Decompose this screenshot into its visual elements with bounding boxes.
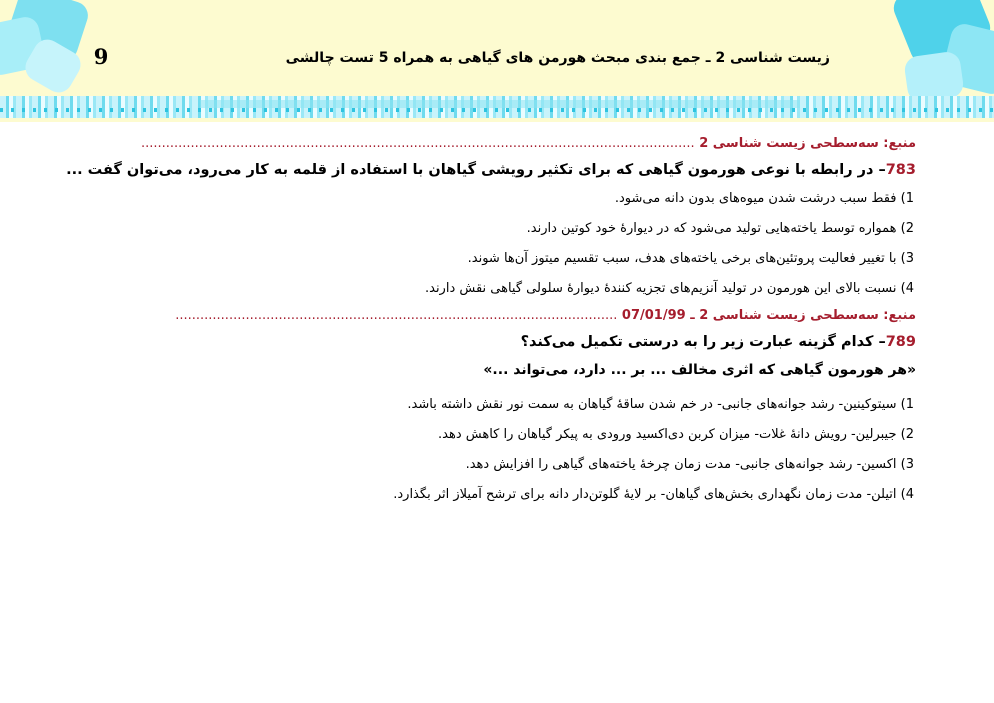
question-source bbox=[48, 304, 916, 328]
question-quote: «هر هورمون گیاهی که اثری مخالف ... بر ... دارد، می‌تواند ...» bbox=[483, 362, 916, 378]
question-text: – در رابطه با نوعی هورمون گیاهی که برای تکثیر رویشی گیاهان با استفاده از قلمه به کار می‌رود، می‌توان گفت ... bbox=[66, 162, 886, 178]
question-number: 789 bbox=[885, 334, 916, 350]
question-text: – کدام گزینه عبارت زیر را به درستی تکمیل می‌کند؟ bbox=[520, 334, 886, 350]
source-label: منبع: سه‌سطحی زیست شناسی 2 bbox=[699, 136, 916, 151]
page-content bbox=[48, 132, 916, 510]
question-number: 783 bbox=[885, 162, 916, 178]
answer-option: 4) اتیلن- مدت زمان نگهداری بخش‌های گیاهان- بر لایۀ گلوتن‌دار دانه برای ترشح آمیلاز اثر بگذارد. bbox=[393, 487, 914, 502]
source-leader-dots: ...................................................................................................................................... bbox=[140, 136, 695, 151]
page-number: 9 bbox=[93, 44, 109, 69]
header-stripe-band bbox=[200, 100, 800, 108]
answer-option: 1) سیتوکینین- رشد جوانه‌های جانبی- در خم شدن ساقۀ گیاهان به سمت نور نقش داشته باشد. bbox=[407, 397, 914, 412]
question-source bbox=[48, 132, 916, 156]
question-stem bbox=[48, 328, 916, 356]
answer-option: 3) با تغییر فعالیت پروتئین‌های برخی یاخته‌های هدف، سبب تقسیم میتوز آن‌ها شوند. bbox=[467, 251, 914, 266]
answer-option: 2) جیبرلین- رویش دانۀ غلات- میزان کربن دی‌اکسید ورودی به پیکر گیاهان را کاهش دهد. bbox=[438, 427, 914, 442]
source-leader-dots: ........................................................................................................... bbox=[175, 308, 618, 323]
answer-option: 4) نسبت بالای این هورمون در تولید آنزیم‌های تجزیه کنندۀ دیوارۀ سلولی گیاهی نقش دارند. bbox=[424, 281, 914, 296]
answer-option: 3) اکسین- رشد جوانه‌های جانبی- مدت زمان چرخۀ یاخته‌های گیاهی را افزایش دهد. bbox=[465, 457, 914, 472]
page-header bbox=[0, 0, 994, 122]
page-title: زیست شناسی 2 ـ جمع بندی مبحث هورمن های گیاهی به همراه 5 تست چالشی bbox=[285, 50, 830, 66]
answer-option: 1) فقط سبب درشت شدن میوه‌های بدون دانه می‌شود. bbox=[614, 191, 914, 206]
source-label: منبع: سه‌سطحی زیست شناسی 2 ـ 07/01/99 bbox=[621, 308, 916, 323]
answer-option: 2) همواره توسط یاخته‌هایی تولید می‌شود که در دیوارۀ خود کوتین دارند. bbox=[526, 221, 914, 236]
header-stripe-ticks bbox=[0, 108, 994, 112]
question-stem bbox=[48, 156, 916, 184]
